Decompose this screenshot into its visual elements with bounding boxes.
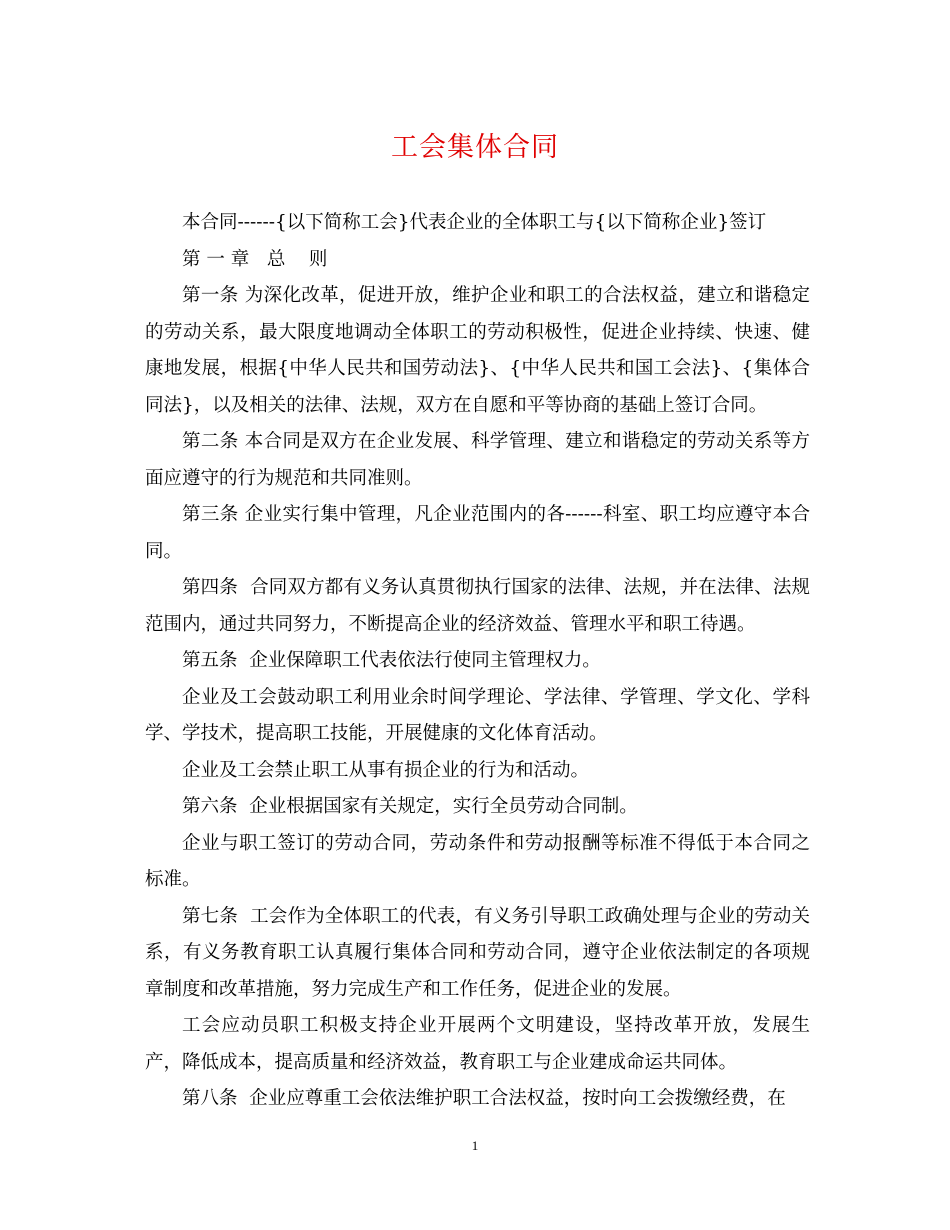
- article-7: 第七条 工会作为全体职工的代表，有义务引导职工政确处理与企业的劳动关系，有义务教育职工认真履行集体合同和劳动合同，遵守企业依法制定的各项规章制度和改革措施，努力完成生产和工作任务，促进企业的发展。: [145, 905, 810, 1000]
- article-6: 第六条 企业根据国家有关规定，实行全员劳动合同制。: [182, 796, 638, 817]
- chapter-heading: 第 一 章 总 则: [182, 248, 328, 270]
- document-title: 工会集体合同: [391, 132, 559, 163]
- paragraph-preamble: 本合同------{以下简称工会}代表企业的全体职工与{以下简称企业}签订: [182, 212, 767, 233]
- article-5-clause-2: 企业及工会禁止职工从事有损企业的行为和活动。: [182, 759, 590, 781]
- article-1: 第一条 为深化改革，促进开放，维护企业和职工的合法权益，建立和谐稳定的劳动关系，最大限度地调动全体职工的劳动积极性，促进企业持续、快速、健康地发展，根据{中华人民共和国劳动法}、{中华人民共和国工会法}、{集体合同法}，以及相关的法律、法规，双方在自愿和平等协商的基础上签订合同。: [145, 285, 810, 416]
- article-5: 第五条 企业保障职工代表依法行使同主管理权力。: [182, 650, 601, 671]
- document-body: [145, 205, 810, 1118]
- article-7-clause-1: 工会应动员职工积极支持企业开展两个文明建设，坚持改革开放，发展生产，降低成本，提高质量和经济效益，教育职工与企业建成命运共同体。: [145, 1015, 810, 1073]
- article-8: 第八条 企业应尊重工会依法维护职工合法权益，按时向工会拨缴经费，在: [182, 1088, 786, 1109]
- article-3: 第三条 企业实行集中管理，凡企业范围内的各------科室、职工均应遵守本合同。: [145, 504, 810, 562]
- article-6-clause-1: 企业与职工签订的劳动合同，劳动条件和劳动报酬等标准不得低于本合同之标准。: [145, 832, 810, 890]
- article-2: 第二条 本合同是双方在企业发展、科学管理、建立和谐稳定的劳动关系等方面应遵守的行为规范和共同准则。: [145, 431, 810, 489]
- article-4: 第四条 合同双方都有义务认真贯彻执行国家的法律、法规，并在法律、法规范围内，通过共同努力，不断提高企业的经济效益、管理水平和职工待遇。: [145, 577, 810, 635]
- page-number: 1: [471, 1138, 479, 1153]
- article-5-clause-1: 企业及工会鼓动职工利用业余时间学理论、学法律、学管理、学文化、学科学、学技术，提高职工技能，开展健康的文化体育活动。: [145, 686, 810, 744]
